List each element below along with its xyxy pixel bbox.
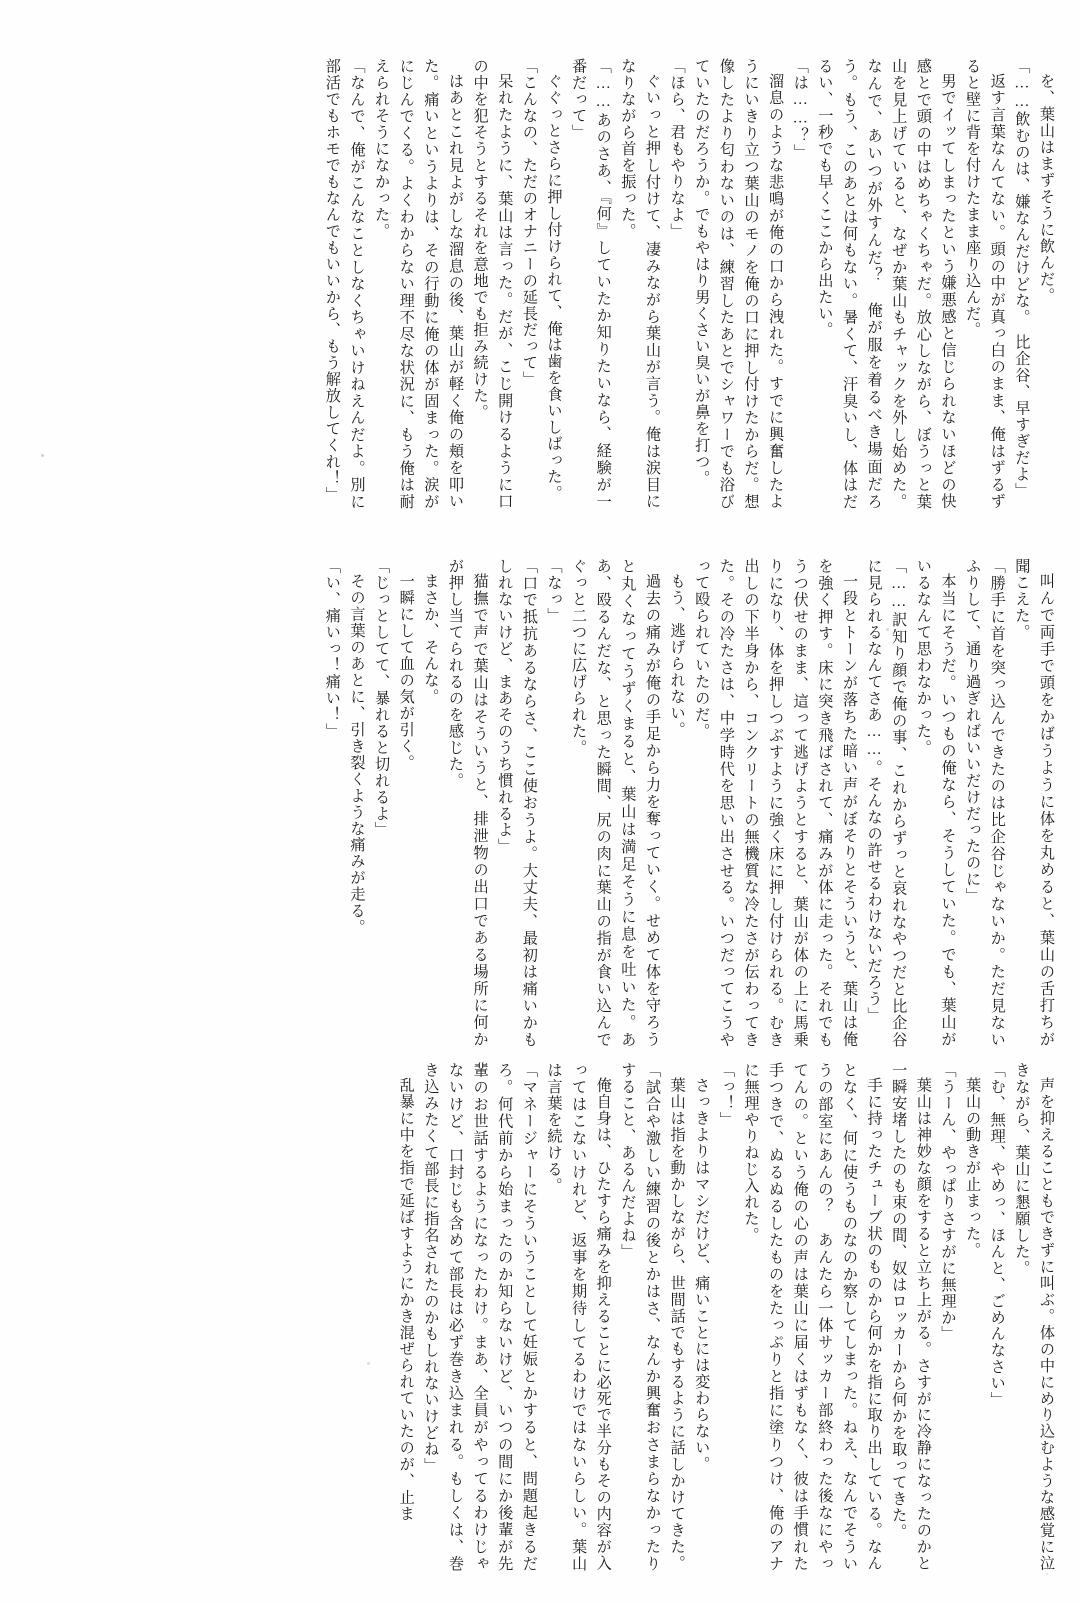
paragraph: 「は……？」 (791, 58, 809, 161)
paragraph: 手に持ったチューブ状のものから何かを指に取り出している。なんとなく、何に使うものなのか察してしまった。ねえ、なんでそういうの部室にあんの？ あんたら一体サッカー部終わった後なにやってんの。という俺の心の声は葉山に届くはずもなく、彼は手慣れた手つきで、ぬるぬるしたものをたっぷりと指に塗りつけ、俺のアナに無理やりねじ入れた。 (742, 1062, 883, 1572)
paragraph: 「なんで、俺がこんなことしなくちゃいけねえんだよ。別に部活でもホモでもなんでもいいから、もう解放してくれ！」 (323, 58, 366, 510)
paragraph: もう、逃げられない。 (668, 573, 686, 739)
paragraph: 葉山の動きが止まった。 (964, 1077, 982, 1259)
paragraph: さっきよりはマシだけど、痛いことには変わらない。 (693, 1077, 711, 1473)
paragraph: 葉山は指を動かしながら、世間話でもするように話しかけてきた。 (668, 1077, 686, 1572)
paragraph: 「む、無理、やめっ、ほんと、ごめんなさい」 (988, 1062, 1006, 1409)
paragraph: ぐいっと押し付けて、凄みながら葉山が言う。俺は涙目になりながら首を振った。 (619, 58, 661, 510)
paragraph: 葉山は神妙な顔をすると立ち上がる。さすがに冷静になったのかと一瞬安堵したのも束の間、奴はロッカーから何かを取ってきた。 (890, 1062, 932, 1572)
paragraph: 「い、痛いっ！痛い！」 (323, 558, 341, 740)
paragraph: 過去の痛みが俺の手足から力を奪っていく。せめて体を守ろうと丸くなってうずくまると、葉山は満足そうに息を吐いた。ああ、殴るんだな、と思った瞬間、尻の肉に葉山の指が食い込んでぐっと二つに広げられた。 (570, 558, 661, 1048)
paragraph: 声を抑えることもできずに叫ぶ。体の中にめり込むような感覚に泣きながら、葉山に懇願した。 (1013, 1062, 1055, 1572)
paragraph: 返す言葉なんてない。頭の中が真っ白のまま、俺はずるずると壁に背を付けたまま座り込んだ。 (964, 58, 1006, 510)
paragraph: 猫撫で声で葉山はそういうと、排泄物の出口である場所に何かが押し当てられるのを感じた。 (447, 558, 489, 1048)
paragraph: 「勝手に首を突っ込んできたのは比企谷じゃないか。ただ見ないふりして、通り過ぎればいいだけだったのに」 (964, 558, 1006, 1048)
paragraph: その言葉のあとに、引き裂くような痛みが走る。 (348, 573, 366, 937)
paper-speck (1046, 1573, 1048, 1575)
paragraph: 「……あのさあ、『何』していたか知りたいなら、経験が一番だって」 (570, 58, 612, 510)
paragraph: 一段とトーンが落ちた暗い声がぼそりとそういうと、葉山は俺を強く押す。床に突き飛ばされて、痛みが体に走った。それでもうつ伏せのまま、這って逃げようとすると、葉山が体の上に馬乗りになり、体を押しつぶすように強く床に押し付けられる。むき出しの下半身から、コンクリートの無機質な冷たさが伝わってきた。その冷たさは、中学時代を思い出させる。いつだってこうやって殴られていたのだ。 (693, 558, 858, 1048)
paragraph: 「こんなの、ただのオナニーの延長だって」 (520, 58, 538, 388)
paragraph: 「っ！」 (717, 1062, 735, 1128)
paragraph: 乱暴に中を指で延ばすようにかき混ぜられていたのが、止ま (397, 1077, 415, 1523)
paragraph: 「なっ」 (545, 558, 563, 624)
paragraph: 一瞬にして血の気が引く。 (397, 573, 415, 772)
paragraph: 本当にそうだ。いつもの俺なら、そうしていた。でも、葉山がいるなんて思わなかった。 (914, 558, 957, 1048)
paragraph: 俺自身は、ひたすら痛みを抑えることに必死で半分もその内容が入ってはこないけれど、返事を期待してるわけではないらしい。葉山は言葉を続ける。 (545, 1062, 612, 1572)
paragraph: 男でイッてしまったという嫌悪感と信じられないほどの快感とで頭の中はめちゃくちゃだ。放心しながら、ぼうっと葉山を見上げていると、なぜか葉山もチャックを外し始めた。なんで、あいつが外すんだ？ 俺が服を着るべき場面だろう。もう、このあとは何もない。暑くて、汗臭いし、体はだるい、一秒でも早くここから出たい。 (816, 58, 957, 510)
paragraph: 「口で抵抗あるならさ、ここ使おうよ。大丈夫、最初は痛いかもしれないけど、まあそのうち慣れるよ」 (496, 558, 538, 1048)
text-block-1 (0, 58, 1080, 510)
paragraph: ぐぐっとさらに押し付けられて、俺は歯を食いしばった。 (545, 73, 563, 502)
paragraph: 叫んで両手で頭をかばうように体を丸めると、葉山の舌打ちが聞こえた。 (1013, 558, 1055, 1048)
paragraph: 「ほら、君もやりなよ」 (668, 58, 686, 240)
text-block-2 (0, 558, 1080, 1048)
paragraph: 溜息のような悲鳴が俺の口から洩れた。すでに興奮したようにいきり立つ葉山のモノを俺の口に押し付けたからだ。想像したより匂わないのは、練習したあとでシャワーでも浴びていたのだろうか。でもやはり男くさい臭いが鼻を打つ。 (693, 58, 785, 510)
paragraph: はあとこれ見よがしな溜息の後、葉山が軽く俺の頬を叩いた。痛いというよりは、その行動に俺の体が固まった。涙がにじんでくる。よくわからない理不尽な状況に、もう俺は耐えられそうになかった。 (373, 58, 464, 510)
paragraph: 「じっとしてて、暴れると切れるよ」 (373, 558, 391, 839)
paragraph: 「試合や激しい練習の後とかはさ、なんか興奮おさまらなかったりすること、あるんだよね」 (619, 1062, 661, 1572)
paragraph: を、葉山はまずそうに飲んだ。 (1038, 73, 1055, 305)
paragraph: 「うーん、やっぱりさすがに無理か」 (939, 1062, 957, 1343)
paragraph: 「マネージャーにそういうことして妊娠とかすると、問題起きるだろ。何代前から始まったのか知らないけど、いつの間にか後輩が先輩のお世話するようになったわけ。まあ、全員がやってるわけじゃないけど、口封じも含めて部長は必ず巻き込まれる。もしくは、巻き込みたくて部長に指名されたのかもしれないけどね」 (422, 1062, 538, 1572)
paragraph: 呆れたように、葉山は言った。だが、こじ開けるように口の中を犯そうとするそれを意地でも拒み続けた。 (471, 58, 514, 510)
paragraph: まさか、そんな。 (422, 573, 440, 706)
paragraph: 「……飲むのは、嫌なんだけどな。 比企谷、早すぎだよ」 (1013, 58, 1031, 500)
paragraph: 「……訳知り顔で俺の事、これからずっと哀れなやつだと比企谷に見られるなんてさあ……。そんなの許せるわけないだろう」 (865, 558, 908, 1048)
text-block-3 (0, 1062, 1080, 1572)
